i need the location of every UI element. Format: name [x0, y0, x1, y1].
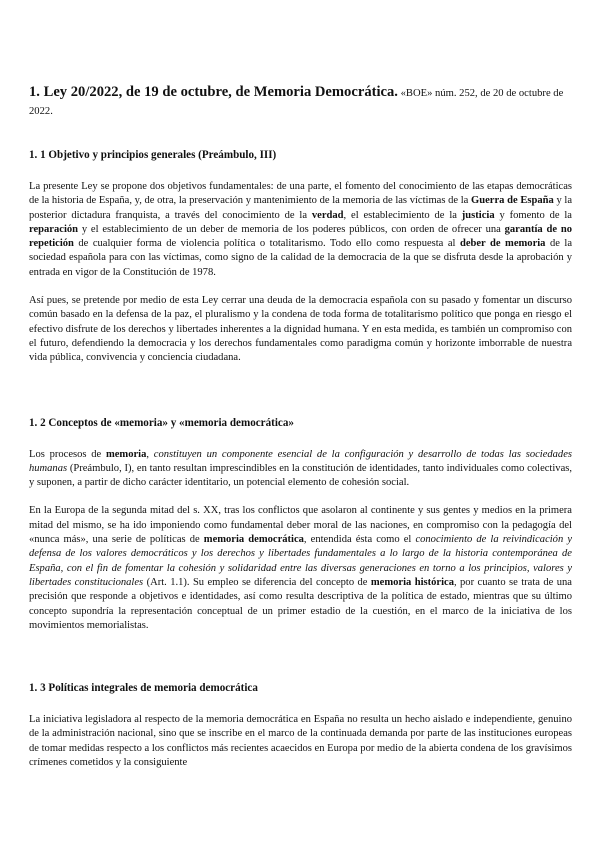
section-heading: 1. 1 Objetivo y principios generales (Preámbulo, III) — [29, 149, 277, 161]
text-run: de la sociedad española para con las víctimas, como signo de la calidad de la democracia de la que se disfruta desde la aprobación y entrada en vigor de la Constitución de 1978. — [29, 238, 572, 278]
law-source: «BOE» núm. 252, de 20 de octubre de 2022. — [29, 88, 564, 117]
section-heading: 1. 2 Conceptos de «memoria» y «memoria democrática» — [29, 416, 294, 429]
text-run: (Art. 1.1). Su empleo se diferencia del concepto de — [143, 576, 371, 588]
paragraph — [29, 180, 572, 280]
text-run: Los procesos de — [29, 448, 106, 460]
text-run: , — [146, 448, 154, 460]
italic-quote: constituyen un componente esencial de la configuración y desarrollo de todas las sociedades humanas — [29, 448, 572, 474]
section-conceptos — [29, 416, 572, 634]
bold-term: memoria histórica — [370, 576, 454, 588]
paragraph — [29, 713, 572, 770]
section-politicas — [29, 681, 572, 770]
paragraph — [29, 294, 572, 365]
text-run: Así pues, se pretende por medio de esta Ley cerrar una deuda de la democracia española con su pasado y fomentar un discurso común basado en la defensa de la paz, el pluralismo y la condena de toda forma de totalitarismo político que ponga en riesgo el efectivo disfrute de los derechos y libertades inherentes a la dignidad humana. Y en esta medida, es también un compromiso con el futuro, defendiendo la democracia y los derechos fundamentales como paradigma común y horizonte imborrable de nuestra vida pública, convivencia y conciencia ciudadana. — [29, 295, 572, 364]
text-run: de cualquier forma de violencia política o totalitarismo. Todo ello como respuesta al — [73, 238, 460, 250]
text-run: En la Europa de la segunda mitad del s. XX, tras los conflictos que asolaron al continente y sus gentes y medios en la primera mitad del mismo, se ha ido imponiendo como fundamental deber moral de las naciones, en compromiso con la pedagogía del «nunca más», una serie de políticas de — [29, 505, 572, 546]
bold-term: memoria — [105, 448, 147, 460]
law-title: 1. Ley 20/2022, de 19 de octubre, de Memoria Democrática. — [29, 84, 398, 100]
bold-term: garantía de no repetición — [29, 223, 572, 250]
bold-term: memoria democrática — [203, 534, 304, 546]
text-run: , el establecimiento de la — [343, 209, 462, 221]
bold-term: reparación — [29, 223, 79, 235]
document-title — [29, 84, 572, 120]
section-objetivo — [29, 148, 572, 366]
paragraph — [29, 448, 572, 491]
italic-quote: conocimiento de la reivindicación y defensa de los valores democráticos y los derechos y libertades fundamentales a lo largo de la historia contemporánea de España, con el fin de fomentar la cohesión y solidaridad entre las diversas generaciones en torno a los principios, valores y libertades constitucionales — [29, 534, 572, 588]
section-heading: 1. 3 Políticas integrales de memoria democrática — [29, 682, 258, 695]
text-run: La presente Ley se propone dos objetivos fundamentales: de una parte, el fomento del conocimiento de las etapas democráticas de la historia de España, y, de otra, la preservación y mantenimiento de la memoria de las víctimas de la — [29, 181, 572, 207]
bold-term: deber de memoria — [459, 238, 546, 250]
paragraph — [29, 504, 572, 633]
text-run: , entendida ésta como el — [303, 534, 416, 546]
text-run: La iniciativa legisladora al respecto de la memoria democrática en España no resulta un hecho aislado e independiente, genuino de la administración nacional, sino que se inscribe en el marco de la continuada demanda por parte de las instituciones europeas de tomar medidas respecto a los conflictos más recientes acaecidos en Europa por medio de la abierta condena de los gravísimos crímenes cometidos y la consiguiente — [29, 714, 572, 769]
bold-term: justicia — [461, 209, 495, 221]
bold-term: verdad — [311, 209, 344, 221]
text-run: , por cuanto se trata de una precisión que responde a objetivos e identidades, así como resulta descriptiva de la política de estado, mientras que su último concepto supondría la representación conceptual de un primer estadio de la cuestión, en el marco de la iniciativa de los movimientos memorialistas. — [29, 576, 572, 631]
bold-term: Guerra de España — [471, 195, 554, 207]
text-run: y el establecimiento de un deber de memoria de los poderes públicos, con orden de ofrecer una — [78, 223, 505, 235]
text-run: (Preámbulo, I), en tanto resultan imprescindibles en la constitución de identidades, tanto individuales como colectivas, y suponen, a partir de dicho carácter identitario, un potencial elemento de cohesión social. — [29, 462, 572, 489]
text-run: y fomento de la — [494, 209, 572, 221]
text-run: y la posterior dictadura franquista, a través del conocimiento de la — [29, 195, 573, 221]
